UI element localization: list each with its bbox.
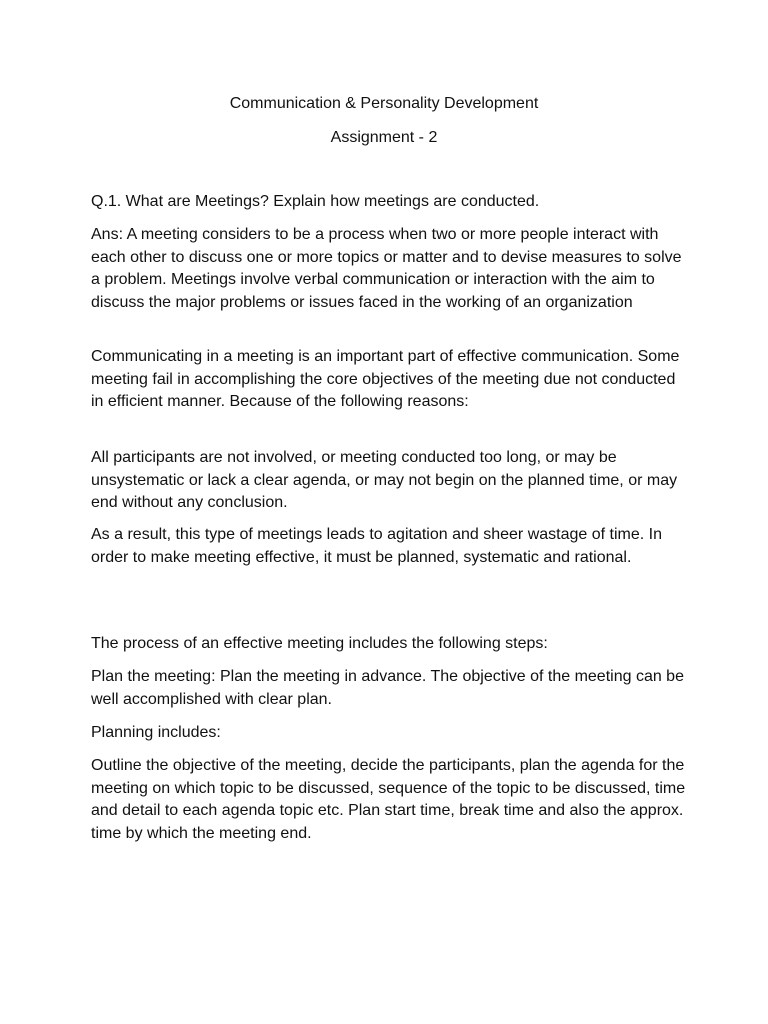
paragraph-reasons: All participants are not involved, or meeting conducted too long, or may be unsystematic or lack a clear agenda, or may not begin on the planned time, or may end without any conclusion. [91,449,678,512]
paragraph-process-intro: The process of an effective meeting includes the following steps: [91,635,548,652]
paragraph-result: As a result, this type of meetings leads to agitation and sheer wastage of time. In order to make meeting effective, it must be planned, systematic and rational. [91,526,662,566]
document-title: Communication & Personality Development [229,95,539,112]
answer-paragraph: Ans: A meeting considers to be a process when two or more people interact with each other to discuss one or more topics or matter and to devise measures to solve a problem. Meetings involve verbal communication or interaction with the aim to discuss the major problems or issues faced in the working of an organization [91,226,682,311]
paragraph-plan-meeting: Plan the meeting: Plan the meeting in advance. The objective of the meeting can be well accomplished with clear plan. [91,668,684,708]
paragraph-communication: Communicating in a meeting is an important part of effective communication. Some meeting fail in accomplishing the core objectives of the meeting due not conducted in efficient manner. Because of the following reasons: [91,348,680,411]
paragraph-planning-includes: Planning includes: [91,724,221,741]
assignment-subtitle: Assignment - 2 [330,129,438,146]
paragraph-outline: Outline the objective of the meeting, decide the participants, plan the agenda for the meeting on which topic to be discussed, sequence of the topic to be discussed, time and detail to each agenda topic etc. Plan start time, break time and also the approx. time by which the meeting end. [91,757,686,842]
question-heading: Q.1. What are Meetings? Explain how meetings are conducted. [91,193,540,210]
